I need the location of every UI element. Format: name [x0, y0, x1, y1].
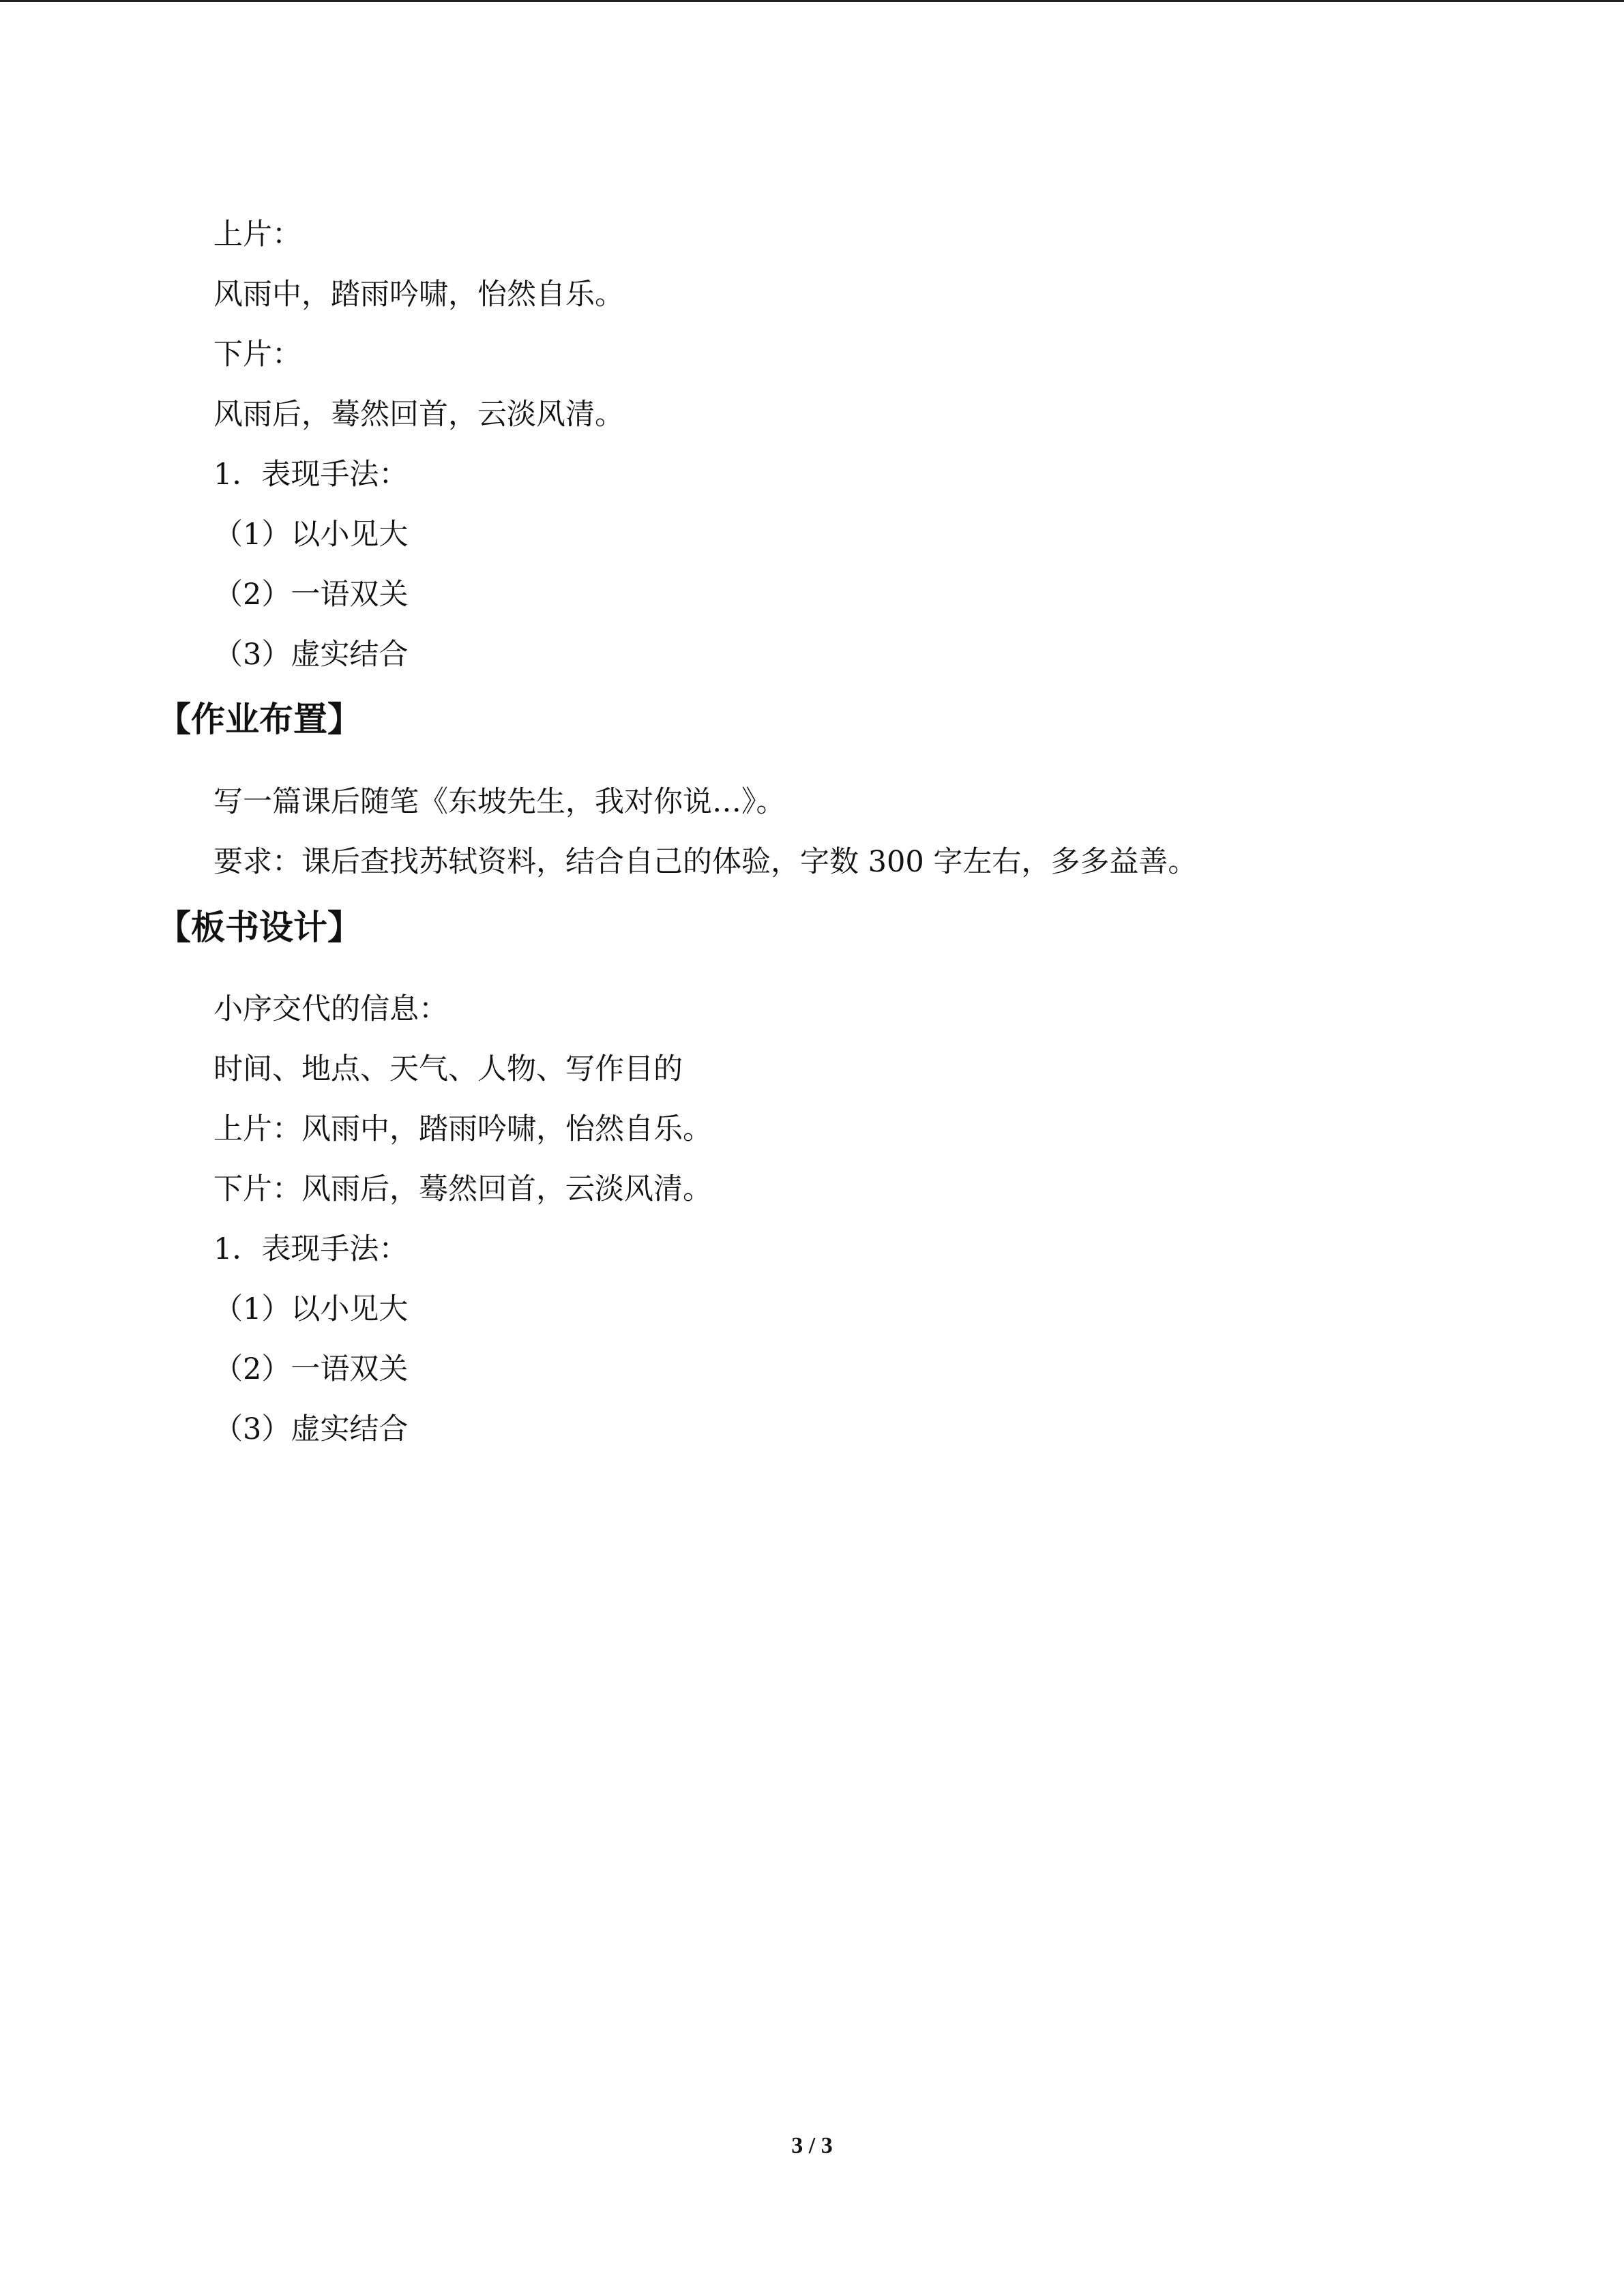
text-line: 要求：课后查找苏轼资料，结合自己的体验，字数 300 字左右，多多益善。	[213, 845, 1198, 879]
list-item: （1）以小见大	[213, 1292, 409, 1326]
board-design-heading: 【板书设计】	[157, 908, 361, 947]
text-line: 时间、地点、天气、人物、写作目的	[213, 1052, 683, 1086]
text-line: 小序交代的信息：	[213, 992, 448, 1026]
text-line: 1．表现手法：	[213, 458, 409, 492]
list-item: （3）虚实结合	[213, 1412, 409, 1446]
page-top-border	[0, 0, 1624, 2]
page-number: 3 / 3	[791, 2133, 833, 2158]
text-line: 写一篇课后随笔《东坡先生，我对你说…》。	[213, 785, 786, 819]
text-line: 风雨中，踏雨吟啸，怡然自乐。	[213, 278, 624, 312]
homework-heading: 【作业布置】	[157, 700, 361, 739]
text-line: 上片：风雨中，踏雨吟啸，怡然自乐。	[213, 1112, 712, 1146]
list-item: （1）以小见大	[213, 518, 409, 552]
text-line: 风雨后，蓦然回首，云淡风清。	[213, 398, 624, 432]
text-line: 上片：	[213, 218, 301, 252]
text-line: 下片：	[213, 338, 301, 372]
list-item: （2）一语双关	[213, 1352, 409, 1386]
list-item: （2）一语双关	[213, 578, 409, 612]
text-line: 下片：风雨后，蓦然回首，云淡风清。	[213, 1172, 712, 1206]
list-item: （3）虚实结合	[213, 638, 409, 672]
text-line: 1．表现手法：	[213, 1232, 409, 1266]
